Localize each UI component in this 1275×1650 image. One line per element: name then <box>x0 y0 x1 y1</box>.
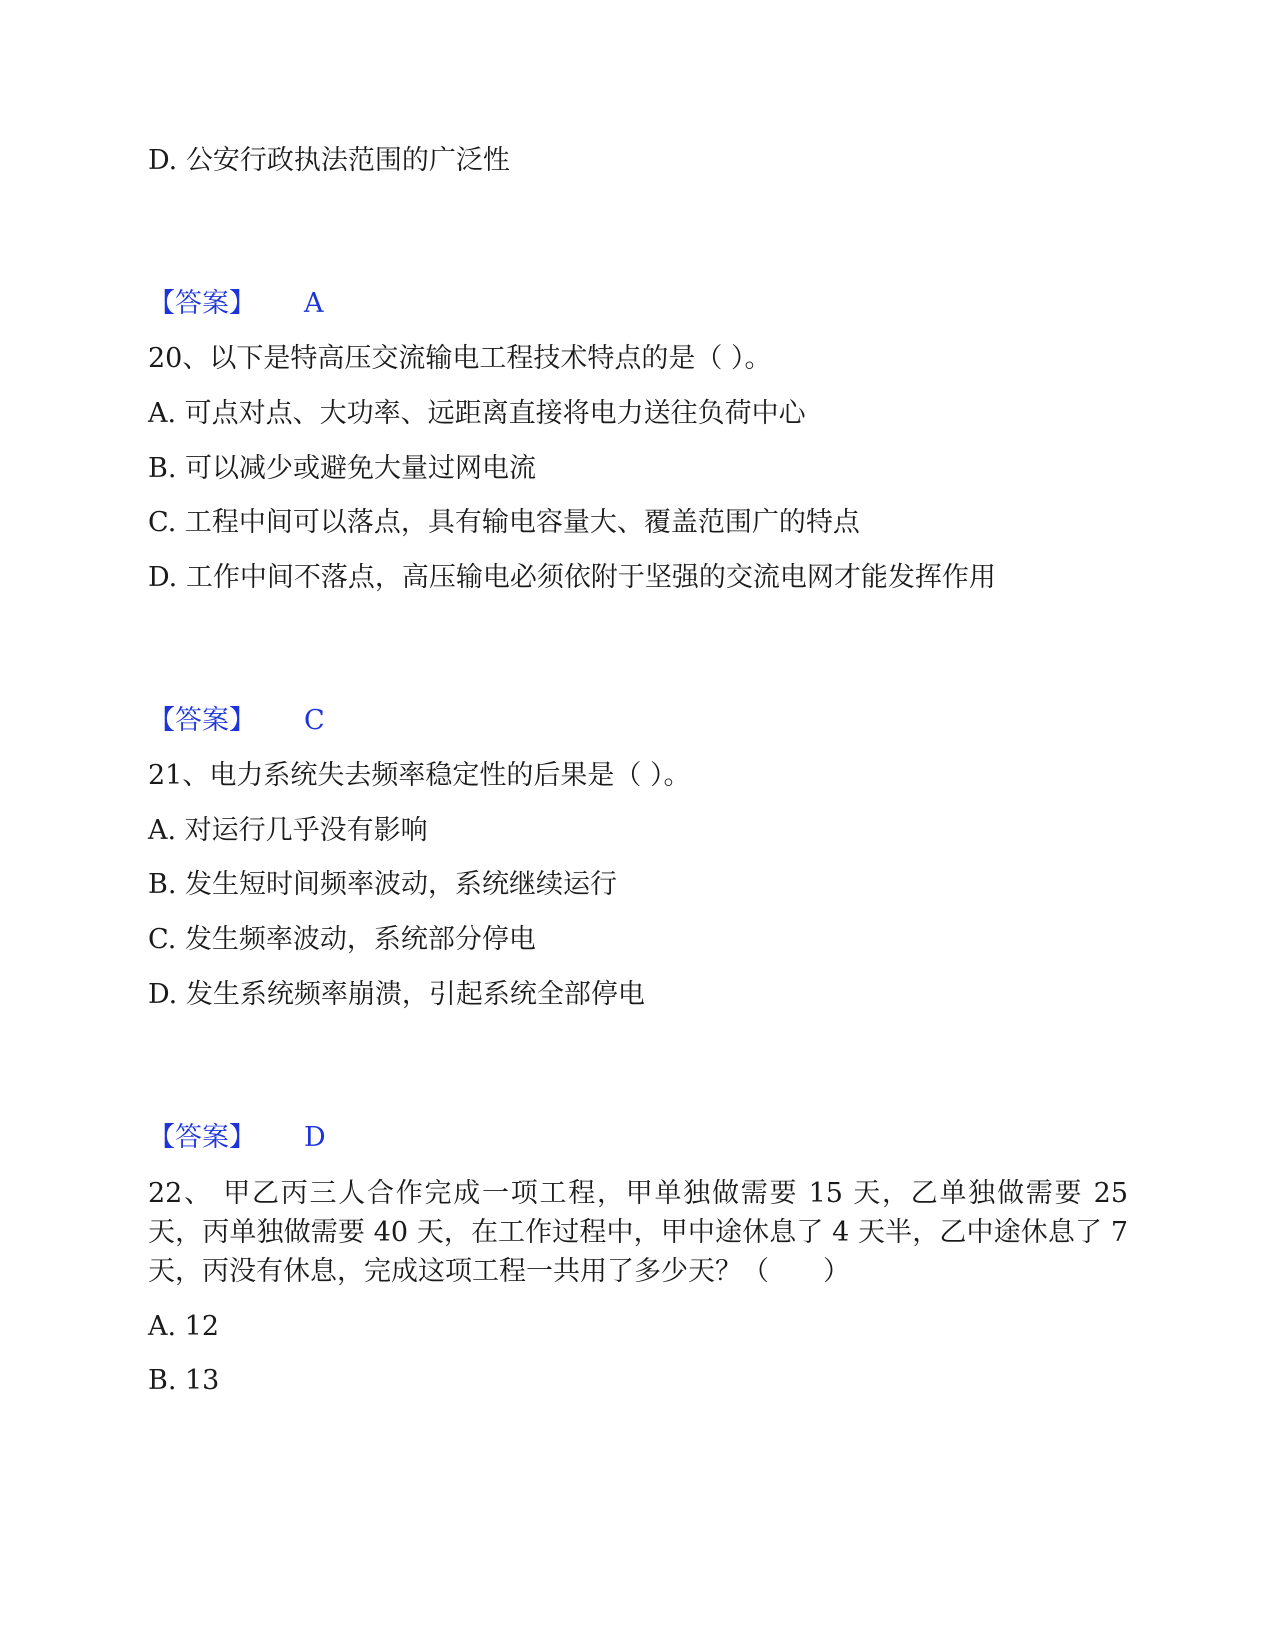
question-21-option-b: B. 发生短时间频率波动，系统继续运行 <box>148 869 618 900</box>
answer-value: D <box>304 1122 326 1153</box>
question-22-stem: 22、 甲乙丙三人合作完成一项工程，甲单独做需要 15 天，乙单独做需要 25 天，丙单独做需要 40 天，在工作过程中，甲中途休息了 4 天半，乙中途休息了 7 天，丙没有休息，完成这项工程一共用了多少天？（ ） <box>148 1178 1128 1287</box>
answer-line-19 <box>148 286 324 322</box>
prev-option-d: D. 公安行政执法范围的广泛性 <box>148 145 510 176</box>
question-21-option-c: C. 发生频率波动，系统部分停电 <box>148 924 536 955</box>
question-22-option-a: A. 12 <box>148 1311 220 1342</box>
answer-line-20 <box>148 703 325 739</box>
question-20-stem: 20、以下是特高压交流输电工程技术特点的是（ ）。 <box>148 343 772 374</box>
question-20-option-d: D. 工作中间不落点，高压输电必须依附于坚强的交流电网才能发挥作用 <box>148 562 996 593</box>
question-21-option-a: A. 对运行几乎没有影响 <box>148 815 428 846</box>
answer-label: 【答案】 <box>148 1122 256 1153</box>
answer-value: A <box>304 288 324 319</box>
question-21-option-d: D. 发生系统频率崩溃，引起系统全部停电 <box>148 979 645 1010</box>
question-20-option-c: C. 工程中间可以落点，具有输电容量大、覆盖范围广的特点 <box>148 507 860 538</box>
question-22-option-b: B. 13 <box>148 1365 220 1396</box>
question-20-option-b: B. 可以减少或避免大量过网电流 <box>148 453 537 484</box>
question-20-option-a: A. 可点对点、大功率、远距离直接将电力送往负荷中心 <box>148 398 806 429</box>
answer-line-21 <box>148 1120 326 1156</box>
answer-value: C <box>304 705 325 736</box>
answer-label: 【答案】 <box>148 288 256 319</box>
answer-label: 【答案】 <box>148 705 256 736</box>
question-21-stem: 21、电力系统失去频率稳定性的后果是（ ）。 <box>148 760 691 791</box>
